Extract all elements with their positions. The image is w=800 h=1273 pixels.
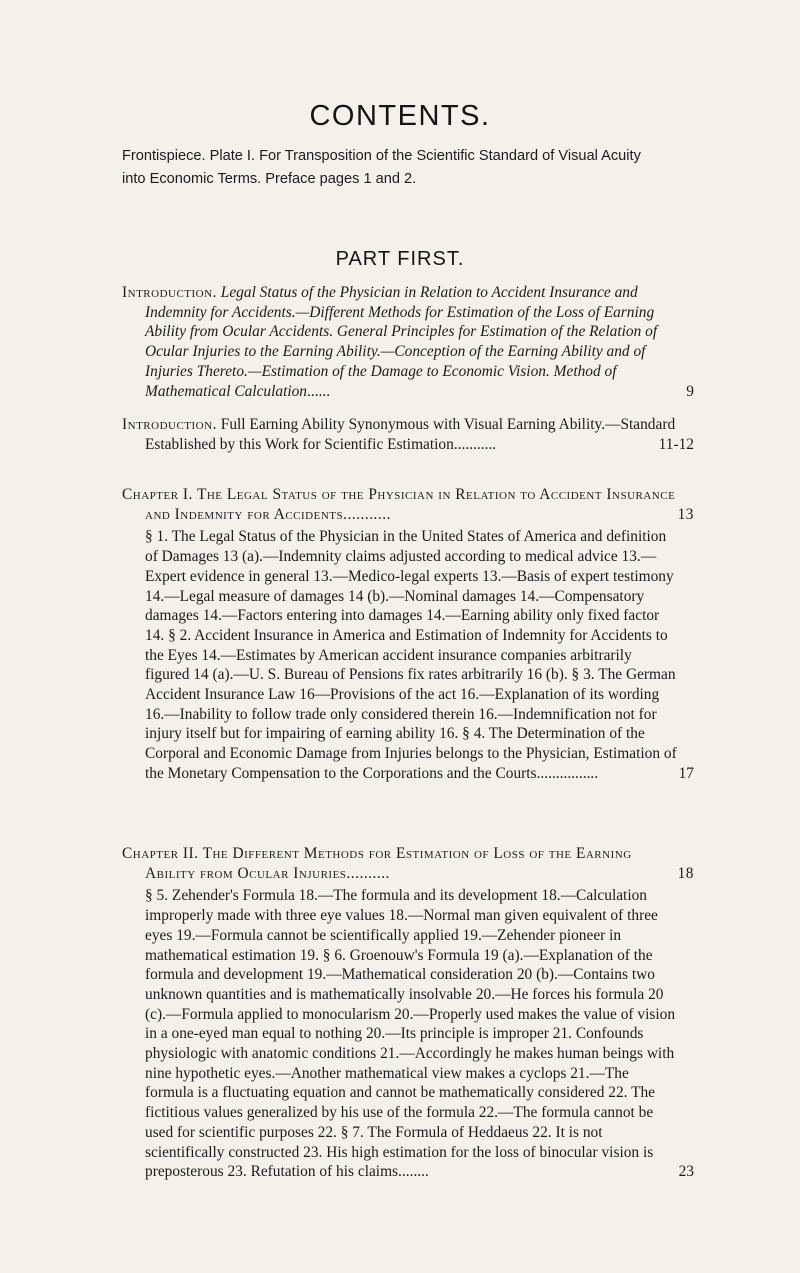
entry-text: Full Earning Ability Synonymous with Visual Earning Ability.—Standard Established by this Work for Scientific Estimation [145,416,676,453]
page-number: 11-12 [658,435,694,453]
entry-text: Legal Status of the Physician in Relation to Accident Insurance and Indemnity for Accidents.—Different Methods for Estimation of the Loss of Earning Ability from Ocular Accidents. General Principles for Estimation of the Relation of Ocular Injuries to the Earning Ability.—Conception of the Earning Ability and of Injuries Thereto.—Estimation of the Damage to Economic Vision. Method of Mathematical Calculation [145,284,658,400]
toc-entry-chapter-2: Chapter II. The Different Methods for Estimation of Loss of the Earning Ability from Ocular Injuries.......... 18 § 5. Zehender's Formula 18.—The formula and its development 18.—Calculation improperly made with three eye values 18.—Normal man given equivalent of three eyes 19.—Formula cannot be scientifically applied 19.—Zehender pioneer in mathematical estimation 19. § 6. Groenouw's Formula 19 (a).—Explanation of the formula and development 19.—Mathematical consideration 20 (b).—Contains two unknown quantities and is mathematically insolvable 20.—He forces his formula 20 (c).—Formula applied to monocularism 20.—Properly used makes the value of vision in a one-eyed man equal to nothing 20.—Its principle is improper 21. Confounds physiologic with anatomic conditions 21.—Accordingly he makes human beings with nine hypothetic eyes.—Another mathematical view makes a cyclops 21.—The formula is a fluctuating equation and cannot be mathematically considered 22. The fictitious values generalized by his use of the formula 22.—The formula cannot be used for scientific purposes 22. § 7. The Formula of Heddaeus 22. It is not scientifically constructed 23. His high estimation for the loss of binocular vision is preposterous 23. Refutation of his claims........ 23 [122,845,694,1181]
toc-entry-chapter-1: Chapter I. The Legal Status of the Physician in Relation to Accident Insurance and Indemnity for Accidents........... 13 § 1. The Legal Status of the Physician in the United States of America and definition of Damages 13 (a).—Indemnity claims adjusted according to medical advice 13.—Expert evidence in general 13.—Medico-legal experts 13.—Basis of expert testimony 14.—Legal measure of damages 14 (b).—Nominal damages 14.—Compensatory damages 14.—Factors entering into damages 14.—Earning ability only fixed factor 14. § 2. Accident Insurance in America and Estimation of Indemnity for Accidents to the Eyes 14.—Estimates by American accident insurance companies arbitrarily figured 14 (a).—U. S. Bureau of Pensions fix rates arbitrarily 16 (b). § 3. The German Accident Insurance Law 16—Provisions of the act 16.—Explanation of its wording 16.—Inability to follow trade only considered therein 16.—Indemnification not for injury itself but for impairing of earning ability 16. § 4. The Determination of the Corporal and Economic Damage from Injuries belongs to the Physician, Estimation of the Monetary Compensation to the Corporations and the Courts................ 17 [122,486,694,782]
part-heading: PART FIRST. [335,248,465,270]
page-number: 23 [678,1163,694,1181]
leader-dots: ...... [307,382,331,400]
frontispiece-note: Frontispiece. Plate I. For Transposition of the Scientific Standard of Visual Acuity into Economic Terms. Preface pages 1 and 2. [122,148,641,187]
leader-dots: ........... [343,505,391,523]
leader-dots: ........ [398,1163,429,1181]
page-title: CONTENTS. [309,100,491,132]
entry-label: Chapter I. [122,486,193,503]
toc-entry-introduction-2 [122,415,694,454]
entry-label: Chapter II. [122,845,199,862]
entry-label: Introduction. [122,284,217,301]
entry-label: Introduction. [122,416,217,433]
leader-dots: ................ [536,764,599,782]
leader-dots: ........... [453,435,497,453]
entry-text: The Legal Status of the Physician in Relation to Accident Insurance and Indemnity for Accidents [145,486,676,523]
chapter-details: § 5. Zehender's Formula 18.—The formula and its development 18.—Calculation improperly made with three eye values 18.—Normal man given equivalent of three eyes 19.—Formula cannot be scientifically applied 19.—Zehender pioneer in mathematical estimation 19. § 6. Groenouw's Formula 19 (a).—Explanation of the formula and development 19.—Mathematical consideration 20 (b).—Contains two unknown quantities and is mathematically insolvable 20.—He forces his formula 20 (c).—Formula applied to monocularism 20.—Properly used makes the value of vision in a one-eyed man equal to nothing 20.—Its principle is improper 21. Confounds physiologic with anatomic conditions 21.—Accordingly he makes human beings with nine hypothetic eyes.—Another mathematical view makes a cyclops 21.—The formula is a fluctuating equation and cannot be mathematically considered 22. The fictitious values generalized by his use of the formula 22.—The formula cannot be used for scientific purposes 22. § 7. The Formula of Heddaeus 22. It is not scientifically constructed 23. His high estimation for the loss of binocular vision is preposterous 23. Refutation of his claims [145,887,676,1181]
chapter-details: § 1. The Legal Status of the Physician in the United States of America and definition of Damages 13 (a).—Indemnity claims adjusted according to medical advice 13.—Expert evidence in general 13.—Medico-legal experts 13.—Basis of expert testimony 14.—Legal measure of damages 14 (b).—Nominal damages 14.—Compensatory damages 14.—Factors entering into damages 14.—Earning ability only fixed factor 14. § 2. Accident Insurance in America and Estimation of Indemnity for Accidents to the Eyes 14.—Estimates by American accident insurance companies arbitrarily figured 14 (a).—U. S. Bureau of Pensions fix rates arbitrarily 16 (b). § 3. The German Accident Insurance Law 16—Provisions of the act 16.—Explanation of its wording 16.—Inability to follow trade only considered therein 16.—Indemnification not for injury itself but for impairing of earning ability 16. § 4. The Determination of the Corporal and Economic Damage from Injuries belongs to the Physician, Estimation of the Monetary Compensation to the Corporations and the Courts [145,528,677,782]
entry-text: The Different Methods for Estimation of Loss of the Earning Ability from Ocular Injuries [145,845,632,882]
leader-dots: .......... [346,864,390,882]
page-number: 17 [678,764,694,782]
toc-entry-introduction-1: Introduction. Legal Status of the Physician in Relation to Accident Insurance and Indemnity for Accidents.—Different Methods for Estimation of the Loss of Earning Ability from Ocular Accidents. General Principles for Estimation of the Relation of Ocular Injuries to the Earning Ability.—Conception of the Earning Ability and of Injuries Thereto.—Estimation of the Damage to Economic Vision. Method of Mathematical Calculation...... 9 [122,284,694,400]
